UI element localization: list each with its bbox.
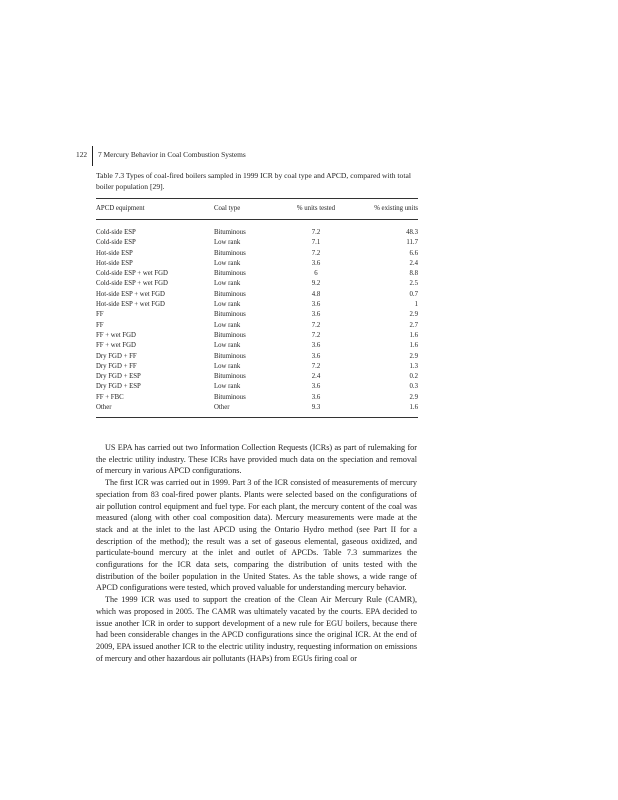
table-row — [96, 290, 418, 300]
existing-units-cell: 2.5 — [409, 280, 418, 288]
units-tested-cell: 7.2 — [311, 321, 321, 329]
apcd-equipment-cell: FF + wet FGD — [96, 331, 136, 339]
existing-units-cell: 2.9 — [409, 352, 418, 360]
apcd-equipment-cell: Hot-side ESP — [96, 249, 133, 257]
table-row — [96, 279, 418, 289]
table-row — [96, 310, 418, 320]
column-header: Coal type — [214, 199, 284, 220]
existing-units-cell: 2.9 — [409, 311, 418, 319]
units-tested-cell: 7.2 — [311, 229, 321, 236]
table-header-row — [96, 199, 418, 220]
body-text — [96, 442, 417, 664]
paragraph: The first ICR was carried out in 1999. Part 3 of the ICR consisted of measurements of mercury speciation from 83 coal-fired power plants. Plants were selected based on the configurations of air pollution control equipment and fuel type. For each plant, the mercury content of the coal was measured (along with other coal composition data). Mercury measurements were made at the stack and at the inlet to the last APCD using the Ontario Hydro method (see Part II for a description of the method); the result was a set of gaseous elemental, gaseous oxidized, and particulate-bound mercury at the inlet and outlet of APCDs. Table 7.3 summarizes the configurations for the ICR data sets, comparing the distribution of units tested with the distribution of the boiler population in the United States. As the table shows, a wide range of APCD configurations were tested, which proved valuable for understanding mercury behavior. — [96, 478, 417, 593]
coal-type-cell: Other — [214, 403, 284, 418]
existing-units-cell: 1.6 — [348, 403, 418, 418]
coal-type-cell: Bituminous — [214, 311, 246, 319]
coal-type-cell: Bituminous — [214, 229, 246, 236]
table-row — [96, 341, 418, 351]
coal-type-cell: Bituminous — [214, 352, 246, 360]
column-header: APCD equipment — [96, 199, 214, 220]
existing-units-cell: 8.8 — [409, 270, 418, 278]
units-tested-cell: 3.6 — [311, 352, 321, 360]
coal-type-cell: Bituminous — [214, 290, 246, 298]
apcd-equipment-cell: Dry FGD + ESP — [96, 383, 141, 391]
units-tested-cell: 3.6 — [311, 301, 321, 309]
table-row — [96, 382, 418, 392]
table-row — [96, 300, 418, 310]
apcd-equipment-cell: Cold-side ESP — [96, 239, 136, 247]
units-tested-cell: 3.6 — [311, 342, 321, 350]
apcd-equipment-cell: Cold-side ESP — [96, 229, 136, 236]
apcd-equipment-cell: Dry FGD + ESP — [96, 373, 141, 381]
units-tested-cell: 3.6 — [311, 259, 321, 267]
existing-units-cell: 1.6 — [409, 342, 418, 350]
apcd-equipment-cell: Cold-side ESP + wet FGD — [96, 270, 168, 278]
table-row — [96, 372, 418, 382]
coal-type-cell: Bituminous — [214, 249, 246, 257]
apcd-equipment-cell: Hot-side ESP — [96, 259, 133, 267]
existing-units-cell: 2.9 — [409, 393, 418, 401]
existing-units-cell: 0.3 — [409, 383, 418, 391]
header-divider — [92, 146, 93, 166]
apcd-equipment-cell: FF + FBC — [96, 393, 124, 401]
units-tested-cell: 9.3 — [284, 403, 348, 418]
coal-type-cell: Low rank — [214, 383, 241, 391]
table-row — [96, 249, 418, 259]
coal-type-cell: Low rank — [214, 239, 241, 247]
units-tested-cell: 7.2 — [311, 331, 321, 339]
table-row — [96, 269, 418, 279]
existing-units-cell: 1.3 — [409, 362, 418, 370]
column-header: % existing units — [348, 199, 418, 220]
running-title: 7 Mercury Behavior in Coal Combustion Systems — [98, 150, 246, 159]
units-tested-cell: 9.2 — [311, 280, 321, 288]
table-row — [96, 403, 418, 418]
existing-units-cell: 11.7 — [406, 239, 418, 247]
coal-type-cell: Low rank — [214, 342, 241, 350]
existing-units-cell: 0.2 — [409, 373, 418, 381]
units-tested-cell: 3.6 — [311, 393, 321, 401]
existing-units-cell: 2.7 — [409, 321, 418, 329]
coal-type-cell: Low rank — [214, 362, 241, 370]
coal-type-cell: Low rank — [214, 321, 241, 329]
existing-units-cell: 1 — [414, 301, 418, 309]
paragraph: US EPA has carried out two Information Collection Requests (ICRs) as part of rulemaking for the electric utility industry. These ICRs have provided much data on the speciation and removal of mercury in various APCD configurations. — [96, 443, 417, 476]
units-tested-cell: 3.6 — [311, 311, 321, 319]
apcd-equipment-cell: FF — [96, 311, 104, 319]
apcd-equipment-cell: Cold-side ESP + wet FGD — [96, 280, 168, 288]
table-row — [96, 362, 418, 372]
coal-type-cell: Low rank — [214, 259, 241, 267]
existing-units-cell: 6.6 — [409, 249, 418, 257]
apcd-equipment-cell: FF — [96, 321, 104, 329]
table-row — [96, 321, 418, 331]
table-row — [96, 259, 418, 269]
apcd-equipment-cell: FF + wet FGD — [96, 342, 136, 350]
units-tested-cell: 7.2 — [311, 362, 321, 370]
units-tested-cell: 6 — [314, 270, 318, 278]
table-caption: Table 7.3 Types of coal-fired boilers sampled in 1999 ICR by coal type and APCD, compared with total boiler population [29]. — [96, 171, 411, 191]
coal-type-cell: Low rank — [214, 280, 241, 288]
paragraph: The 1999 ICR was used to support the creation of the Clean Air Mercury Rule (CAMR), which was proposed in 2005. The CAMR was ultimately vacated by the courts. EPA decided to issue another ICR in order to support development of a new rule for EGU boilers, because there had been considerable changes in the APCD configurations since the original ICR. At the end of 2009, EPA issued another ICR to the electric utility industry, requesting information on emissions of mercury and other hazardous air pollutants (HAPs) from EGUs firing coal or — [96, 595, 417, 663]
existing-units-cell: 2.4 — [409, 259, 418, 267]
apcd-equipment-cell: Hot-side ESP + wet FGD — [96, 290, 165, 298]
table-row — [96, 331, 418, 341]
coal-type-cell: Bituminous — [214, 393, 246, 401]
apcd-equipment-cell: Hot-side ESP + wet FGD — [96, 301, 165, 309]
table-row — [96, 393, 418, 403]
table-body — [96, 220, 418, 418]
existing-units-cell: 0.7 — [409, 290, 418, 298]
table-row — [96, 238, 418, 248]
units-tested-cell: 7.1 — [311, 239, 321, 247]
existing-units-cell: 48.3 — [406, 229, 418, 236]
table-row — [96, 352, 418, 362]
coal-type-cell: Bituminous — [214, 270, 246, 278]
units-tested-cell: 3.6 — [311, 383, 321, 391]
apcd-equipment-cell: Other — [96, 403, 214, 418]
units-tested-cell: 2.4 — [311, 373, 321, 381]
coal-type-cell: Bituminous — [214, 373, 246, 381]
units-tested-cell: 4.8 — [311, 290, 321, 298]
existing-units-cell: 1.6 — [409, 331, 418, 339]
units-tested-cell: 7.2 — [311, 249, 321, 257]
page-number: 122 — [76, 150, 88, 159]
apcd-equipment-cell: Dry FGD + FF — [96, 362, 137, 370]
coal-type-cell: Bituminous — [214, 331, 246, 339]
apcd-table — [96, 198, 418, 418]
table-row — [96, 220, 418, 239]
apcd-equipment-cell: Dry FGD + FF — [96, 352, 137, 360]
column-header: % units tested — [284, 199, 348, 220]
coal-type-cell: Low rank — [214, 301, 241, 309]
